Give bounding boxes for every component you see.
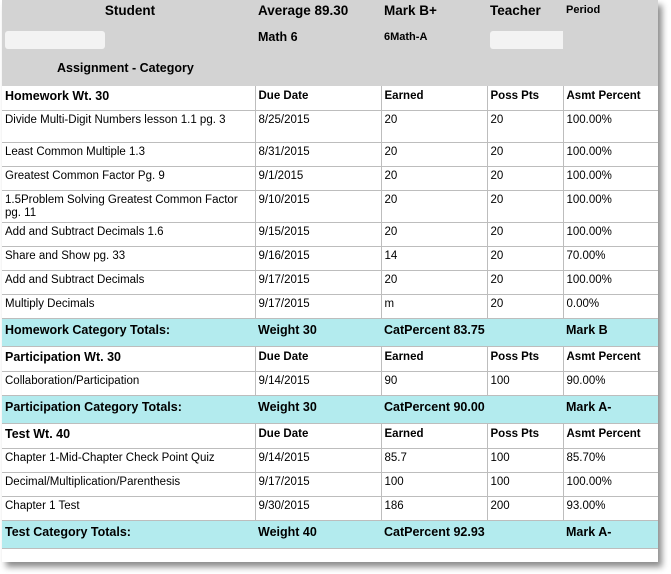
assignment-row [2, 372, 658, 396]
category-title: Homework Wt. 30 [2, 86, 255, 111]
assignment-percent: 93.00% [563, 497, 658, 521]
category-mark: Mark A- [563, 521, 658, 549]
category-totals-row [2, 396, 658, 424]
assignment-percent: 0.00% [563, 295, 658, 319]
asmt-percent-header: Asmt Percent [563, 424, 658, 449]
assignment-percent: 100.00% [563, 143, 658, 167]
earned-points: 186 [381, 497, 487, 521]
asmt-percent-header: Asmt Percent [563, 347, 658, 372]
assignment-row [2, 449, 658, 473]
earned-header: Earned [381, 424, 487, 449]
section-name: 6Math-A [381, 28, 487, 54]
possible-points: 20 [487, 191, 563, 223]
due-date: 9/15/2015 [255, 223, 381, 247]
assignment-percent: 100.00% [563, 167, 658, 191]
assignment-percent: 90.00% [563, 372, 658, 396]
category-totals-row [2, 521, 658, 549]
category-title: Participation Wt. 30 [2, 347, 255, 372]
assignment-name: Multiply Decimals [2, 295, 255, 319]
category-weight: Weight 40 [255, 521, 381, 549]
report-header-row [2, 0, 658, 28]
mark-label: Mark B+ [381, 0, 487, 28]
grade-table-body [2, 0, 658, 549]
teacher-label: Teacher [487, 0, 563, 28]
assignment-percent: 100.00% [563, 223, 658, 247]
due-date-header: Due Date [255, 86, 381, 111]
due-date-header: Due Date [255, 424, 381, 449]
earned-points: 90 [381, 372, 487, 396]
assignment-name: Divide Multi-Digit Numbers lesson 1.1 pg. 3 [2, 111, 255, 143]
earned-points: 20 [381, 111, 487, 143]
earned-points: 20 [381, 167, 487, 191]
assignment-name: 1.5Problem Solving Greatest Common Factor pg. 11 [2, 191, 255, 223]
category-mark: Mark A- [563, 396, 658, 424]
poss-pts-header: Poss Pts [487, 347, 563, 372]
assignment-row [2, 295, 658, 319]
grade-table [2, 0, 658, 549]
possible-points: 100 [487, 372, 563, 396]
category-header-row [2, 347, 658, 372]
assignment-row [2, 191, 658, 223]
assignment-name: Decimal/Multiplication/Parenthesis [2, 473, 255, 497]
assignment-percent: 100.00% [563, 191, 658, 223]
poss-pts-header: Poss Pts [487, 424, 563, 449]
earned-points: m [381, 295, 487, 319]
possible-points: 20 [487, 111, 563, 143]
category-weight: Weight 30 [255, 319, 381, 347]
assignment-category-label: Assignment - Category [2, 54, 255, 86]
category-mark: Mark B [563, 319, 658, 347]
assignment-row [2, 143, 658, 167]
category-totals-label: Participation Category Totals: [2, 396, 255, 424]
due-date: 9/10/2015 [255, 191, 381, 223]
due-date: 9/17/2015 [255, 473, 381, 497]
possible-points: 100 [487, 473, 563, 497]
assignment-name: Chapter 1 Test [2, 497, 255, 521]
assignment-row [2, 167, 658, 191]
grade-report [2, 0, 658, 562]
category-title: Test Wt. 40 [2, 424, 255, 449]
assignment-name: Share and Show pg. 33 [2, 247, 255, 271]
category-totals-label: Test Category Totals: [2, 521, 255, 549]
assignment-percent: 100.00% [563, 473, 658, 497]
due-date: 8/31/2015 [255, 143, 381, 167]
category-totals-empty [487, 521, 563, 549]
category-weight: Weight 30 [255, 396, 381, 424]
student-name-redacted [2, 28, 255, 54]
assignment-row [2, 497, 658, 521]
category-percent: CatPercent 83.75 [381, 319, 487, 347]
assignment-name: Add and Subtract Decimals [2, 271, 255, 295]
possible-points: 20 [487, 247, 563, 271]
redaction-box [490, 31, 563, 49]
redaction-box [5, 31, 105, 49]
category-header-row [2, 86, 658, 111]
possible-points: 200 [487, 497, 563, 521]
due-date: 8/25/2015 [255, 111, 381, 143]
earned-points: 20 [381, 191, 487, 223]
earned-points: 20 [381, 143, 487, 167]
category-percent: CatPercent 92.93 [381, 521, 487, 549]
earned-points: 20 [381, 223, 487, 247]
possible-points: 100 [487, 449, 563, 473]
assignment-name: Add and Subtract Decimals 1.6 [2, 223, 255, 247]
assignment-row [2, 271, 658, 295]
period-value [563, 28, 658, 54]
teacher-name-redacted [487, 28, 563, 54]
assignment-percent: 70.00% [563, 247, 658, 271]
asmt-percent-header: Asmt Percent [563, 86, 658, 111]
poss-pts-header: Poss Pts [487, 86, 563, 111]
due-date: 9/30/2015 [255, 497, 381, 521]
earned-points: 85.7 [381, 449, 487, 473]
due-date: 9/14/2015 [255, 372, 381, 396]
assignment-name: Collaboration/Participation [2, 372, 255, 396]
due-date: 9/17/2015 [255, 271, 381, 295]
due-date: 9/14/2015 [255, 449, 381, 473]
category-header-row [2, 424, 658, 449]
possible-points: 20 [487, 223, 563, 247]
due-date: 9/17/2015 [255, 295, 381, 319]
due-date: 9/16/2015 [255, 247, 381, 271]
report-subheader-row [2, 28, 658, 54]
period-label: Period [563, 0, 658, 28]
category-totals-row [2, 319, 658, 347]
average-label: Average 89.30 [255, 0, 381, 28]
due-date: 9/1/2015 [255, 167, 381, 191]
course-name: Math 6 [255, 28, 381, 54]
category-percent: CatPercent 90.00 [381, 396, 487, 424]
assignment-row [2, 473, 658, 497]
earned-points: 20 [381, 271, 487, 295]
due-date-header: Due Date [255, 347, 381, 372]
category-totals-label: Homework Category Totals: [2, 319, 255, 347]
earned-header: Earned [381, 347, 487, 372]
earned-header: Earned [381, 86, 487, 111]
possible-points: 20 [487, 271, 563, 295]
category-totals-empty [487, 319, 563, 347]
assignment-percent: 100.00% [563, 111, 658, 143]
assignment-percent: 100.00% [563, 271, 658, 295]
earned-points: 14 [381, 247, 487, 271]
student-label: Student [2, 0, 255, 28]
assignment-row [2, 247, 658, 271]
earned-points: 100 [381, 473, 487, 497]
assignment-percent: 85.70% [563, 449, 658, 473]
possible-points: 20 [487, 143, 563, 167]
assignment-name: Least Common Multiple 1.3 [2, 143, 255, 167]
assignment-name: Chapter 1-Mid-Chapter Check Point Quiz [2, 449, 255, 473]
possible-points: 20 [487, 167, 563, 191]
assignment-category-row [2, 54, 658, 86]
possible-points: 20 [487, 295, 563, 319]
assignment-row [2, 111, 658, 143]
assignment-name: Greatest Common Factor Pg. 9 [2, 167, 255, 191]
assignment-row [2, 223, 658, 247]
category-totals-empty [487, 396, 563, 424]
